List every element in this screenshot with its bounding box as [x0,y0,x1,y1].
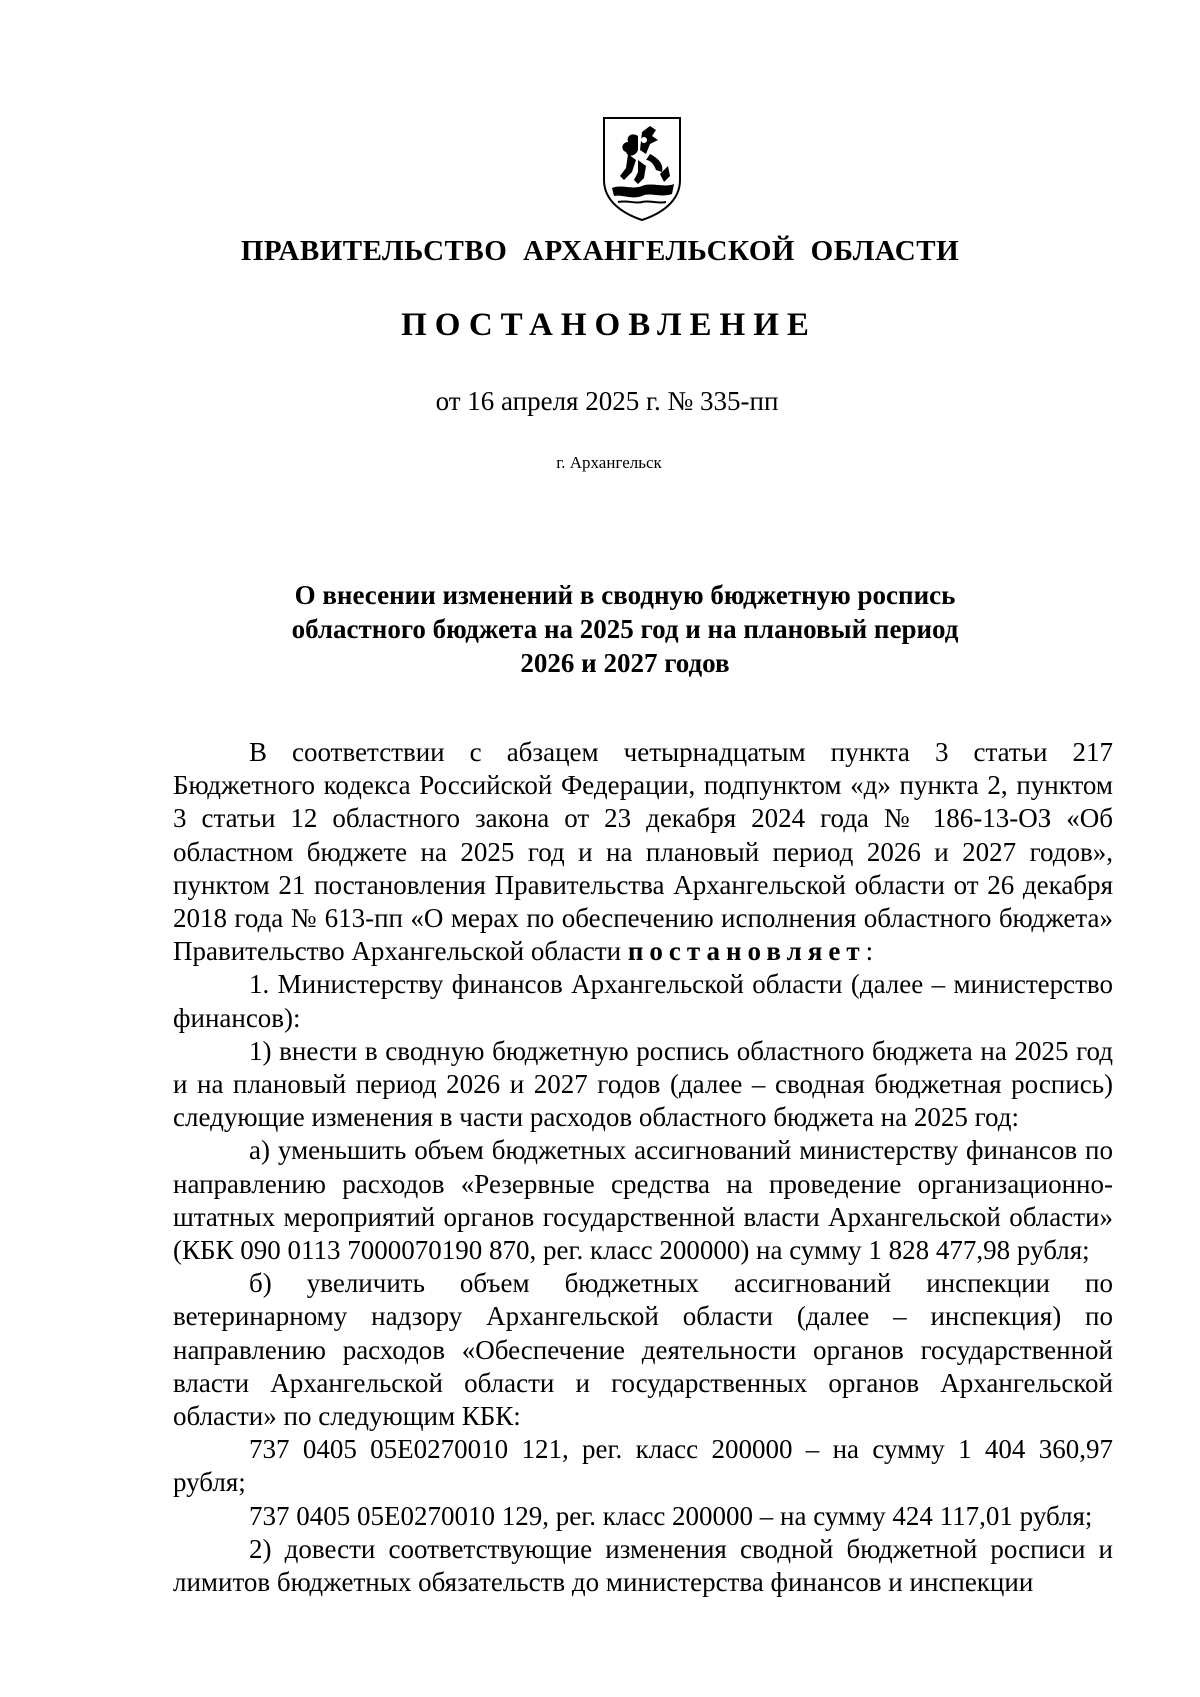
preamble-end: : [865,936,874,967]
city: г. Архангельск [556,453,662,472]
preamble-text: В соответствии с абзацем четырнадцатым пункта 3 статьи 217 Бюджетного кодекса Российской Федерации, подпунктом «д» пункта 2, пунктом 3 статьи 12 областного закона от 23 декабря 2024 года № 186-13-ОЗ «Об областном бюджете на 2025 год и на плановый период 2026 и 2027 годов», пунктом 21 постановления Правительства Архангельской области от 26 декабря 2018 года № 613-пп «О мерах по обеспечению исполнения областного бюджета» Правительство Архангельской области [173,737,1113,967]
paragraph-1-1: 1) внести в сводную бюджетную роспись областного бюджета на 2025 год и на плановый период 2026 и 2027 годов (далее – сводная бюджетная роспись) следующие изменения в части расходов областного бюджета на 2025 год: [173,1035,1113,1133]
paragraph-1-1-a: а) уменьшить объем бюджетных ассигнований министерству финансов по направлению расходов «Резервные средства на проведение организационно-штатных мероприятий органов государственной власти Архангельской области» (КБК 090 0113 7000070190 870, рег. класс 200000) на сумму 1 828 477,98 рубля; [173,1135,1113,1266]
coat-of-arms-icon [598,114,686,222]
paragraph-1-2: 2) довести соответствующие изменения сводной бюджетной росписи и лимитов бюджетных обязательств до министерства финансов и инспекции [173,1533,1113,1598]
paragraph-1: 1. Министерству финансов Архангельской области (далее – министерство финансов): [173,969,1113,1033]
document-body [173,736,1113,1599]
preamble-verb: постановляет [627,936,866,967]
kbk-line: 737 0405 05Е0270010 121, рег. класс 200000 – на сумму 1 404 360,97 рубля; [173,1434,1113,1498]
document-title [230,578,1020,680]
title-line: 2026 и 2027 годов [520,648,730,678]
title-line: областного бюджета на 2025 год и на плановый период [291,614,959,644]
document-type: ПОСТАНОВЛЕНИЕ [401,307,817,343]
paragraph-1-1-b: б) увеличить объем бюджетных ассигнований инспекции по ветеринарному надзору Архангельской области (далее – инспекция) по направлению расходов «Обеспечение деятельности органов государственной власти Архангельской области и государственных органов Архангельской области» по следующим КБК: [173,1268,1113,1432]
title-line: О внесении изменений в сводную бюджетную роспись [294,580,956,610]
date-and-number: от 16 апреля 2025 г. № 335-пп [435,386,779,416]
government-name: ПРАВИТЕЛЬСТВО АРХАНГЕЛЬСКОЙ ОБЛАСТИ [240,235,960,267]
preamble-paragraph [173,736,1113,968]
kbk-line: 737 0405 05Е0270010 129, рег. класс 200000 – на сумму 424 117,01 рубля; [249,1500,1093,1531]
